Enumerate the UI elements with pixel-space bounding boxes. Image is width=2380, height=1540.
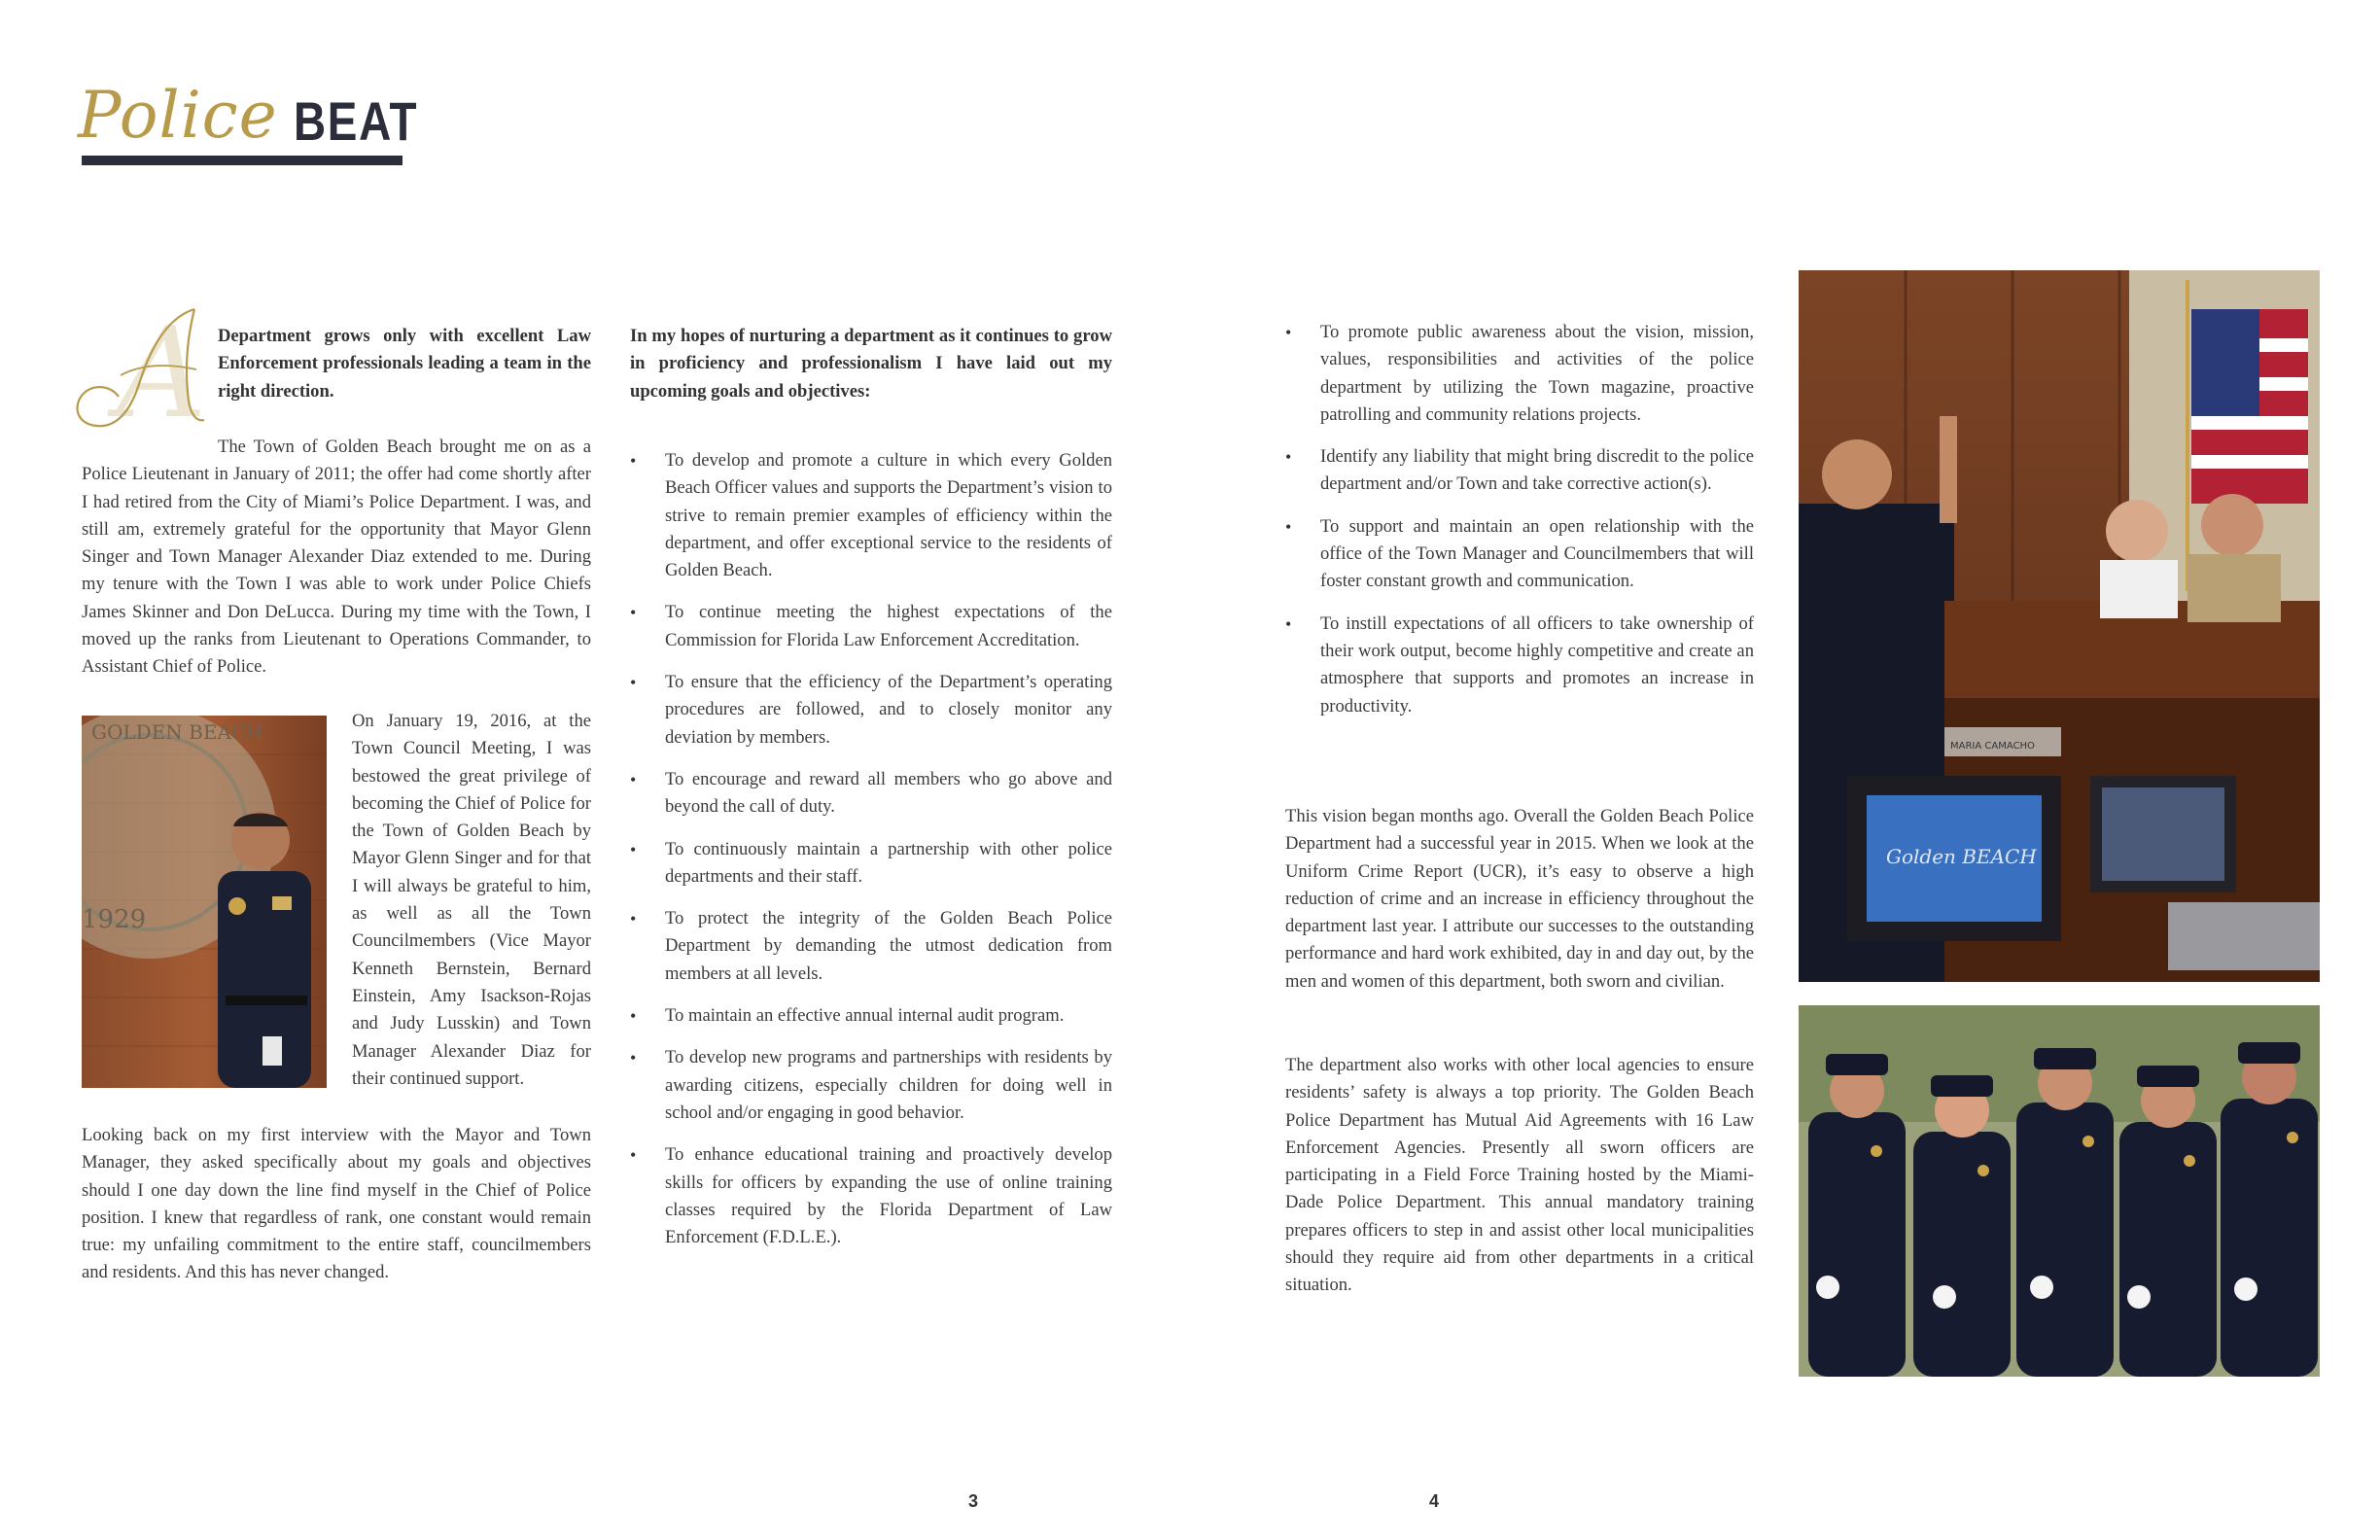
col1-para2: On January 19, 2016, at the Town Council Meeting, I was bestowed the great privilege of becoming the Chief of Police for the Town of Golden Beach by Mayor Glenn Singer and for that I will always be grateful to him, as well as all the Town Councilmembers (Vice Mayor Kenneth Bernstein, Bernard Einstein, Amy Isackson-Rojas and Judy Lusskin) and Town Manager Alexander Diaz for their continued support. (352, 711, 591, 1089)
council-meeting-photo (1799, 270, 2320, 982)
list-item: • To maintain an effective annual internal audit program. (630, 1002, 1112, 1030)
header-underline (82, 156, 402, 165)
page-number-left: 3 (968, 1491, 979, 1511)
dropcap-letter: A (117, 301, 206, 438)
goals-list (630, 447, 1112, 1266)
seal-year: 1929 (82, 905, 147, 934)
seal-text: GOLDEN BEACH (91, 720, 263, 744)
goals-list-continued (1285, 319, 1754, 735)
col2-lead: In my hopes of nurturing a department as it continues to grow in proficiency and professionalism I have laid out my upcoming goals and objectives: (630, 326, 1112, 402)
header-script-word: Police (78, 78, 278, 153)
monitor-text: Golden BEACH (1886, 845, 2037, 868)
col1-lead: Department grows only with excellent Law Enforcement professionals leading a team in the right direction. (218, 326, 591, 402)
list-item: • Identify any liability that might bring discredit to the police department and/or Town and take corrective action(s). (1285, 443, 1754, 499)
col3-para2: The department also works with other local agencies to ensure residents’ safety is always a top priority. The Golden Beach Police Department has Mutual Aid Agreements with 16 Law Enforcement Agencies. Presently all sworn officers are participating in a Field Force Training hosted by the Miami-Dade Police Department. This annual mandatory training prepares officers to step in and assist other local municipalities should they require aid from other departments in a critical situation. (1285, 1055, 1754, 1296)
page-number-right: 4 (1429, 1491, 1440, 1511)
col3-para1: This vision began months ago. Overall the Golden Beach Police Department had a successful year in 2015. When we look at the Uniform Crime Report (UCR), it’s easy to observe a high reduction of crime and an increase in efficiency throughout the department last year. I attribute our successes to the outstanding performance and hard work exhibited, day in and day out, by the men and women of this department, both sworn and civilian. (1285, 806, 1754, 992)
list-item: • To enhance educational training and proactively develop skills for officers by expanding the use of online training classes required by the Florida Department of Law Enforcement (F.D.L.E.). (630, 1141, 1112, 1251)
officers-group-photo (1799, 1005, 2320, 1377)
header-bold-word: BEAT (294, 90, 419, 152)
list-item: • To protect the integrity of the Golden Beach Police Department by demanding the utmost dedication from members at all levels. (630, 905, 1112, 988)
list-item: • To develop and promote a culture in which every Golden Beach Officer values and supports the Department’s vision to strive to remain premier examples of efficiency within the department, and offer exceptional service to the residents of Golden Beach. (630, 447, 1112, 584)
col1-para3: Looking back on my first interview with the Mayor and Town Manager, they asked specifically about my goals and objectives should I one day down the line find myself in the Chief of Police position. I knew that regardless of rank, one constant would remain true: my unfailing commitment to the entire staff, councilmembers and residents. And this has never changed. (82, 1125, 591, 1283)
list-item: • To promote public awareness about the vision, mission, values, responsibilities and activities of the police department by utilizing the Town magazine, proactive patrolling and community relations projects. (1285, 319, 1754, 429)
col1-para1: The Town of Golden Beach brought me on as a Police Lieutenant in January of 2011; the offer had come shortly after I had retired from the City of Miami’s Police Department. I was, and still am, extremely grateful for the opportunity that Mayor Glenn Singer and Town Manager Alexander Diaz extended to me. During my tenure with the Town I was able to work under Police Chiefs James Skinner and Don DeLucca. During my time with the Town, I moved up the ranks from Lieutenant to Operations Commander, to Assistant Chief of Police. (82, 437, 591, 678)
list-item: • To support and maintain an open relationship with the office of the Town Manager and Councilmembers that will foster constant growth and communication. (1285, 513, 1754, 596)
list-item: • To continuously maintain a partnership with other police departments and their staff. (630, 836, 1112, 892)
list-item: • To instill expectations of all officers to take ownership of their work output, become highly competitive and create an atmosphere that supports and promotes an increase in productivity. (1285, 611, 1754, 720)
list-item: • To ensure that the efficiency of the Department’s operating procedures are followed, and to closely monitor any deviation by members. (630, 669, 1112, 752)
list-item: • To encourage and reward all members who go above and beyond the call of duty. (630, 766, 1112, 822)
chief-photo (82, 716, 327, 1088)
list-item: • To continue meeting the highest expectations of the Commission for Florida Law Enforcement Accreditation. (630, 599, 1112, 654)
nameplate-text: MARIA CAMACHO (1950, 741, 2035, 752)
dropcap-ornament (60, 292, 206, 438)
list-item: • To develop new programs and partnerships with residents by awarding citizens, especially children for doing well in school and/or engaging in good behavior. (630, 1044, 1112, 1127)
